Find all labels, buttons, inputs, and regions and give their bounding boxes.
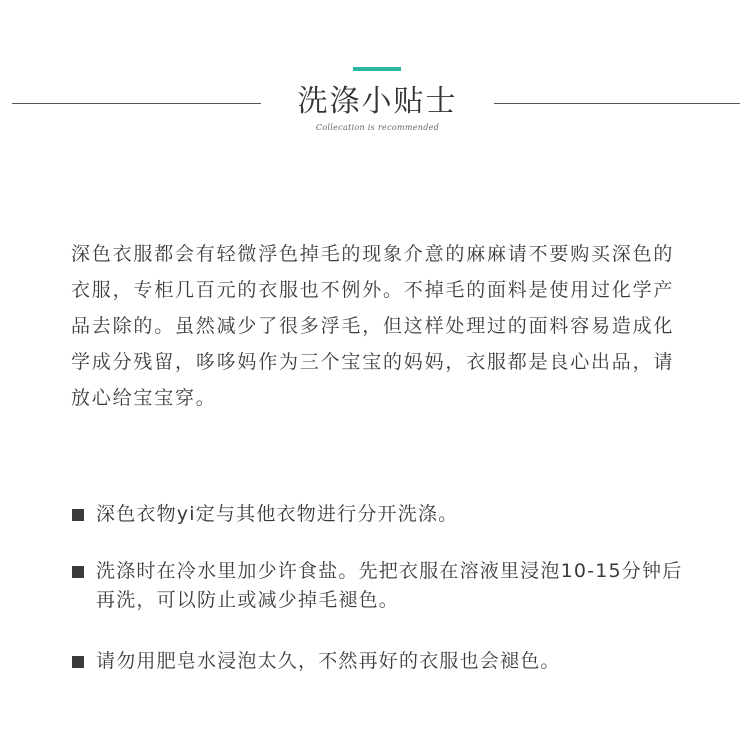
header-divider-right	[494, 103, 740, 104]
tip-item	[71, 557, 701, 615]
square-bullet-icon	[72, 656, 84, 668]
header-divider-left	[12, 103, 261, 104]
intro-paragraph: 深色衣服都会有轻微浮色掉毛的现象介意的麻麻请不要购买深色的衣服，专柜几百元的衣服也不例外。不掉毛的面料是使用过化学产品去除的。虽然减少了很多浮毛，但这样处理过的面料容易造成化学成分残留，哆哆妈作为三个宝宝的妈妈，衣服都是良心出品，请放心给宝宝穿。	[71, 243, 675, 409]
tip-item	[71, 647, 701, 676]
title-accent-bar	[353, 67, 401, 71]
square-bullet-icon	[72, 566, 84, 578]
page-subtitle: Collecation is recommended	[315, 123, 440, 132]
tip-text: 请勿用肥皂水浸泡太久，不然再好的衣服也会褪色。	[96, 650, 561, 672]
tip-item	[71, 500, 701, 529]
square-bullet-icon	[72, 509, 84, 521]
page-title: 洗涤小贴士	[297, 84, 458, 119]
tip-text: 深色衣物yi定与其他衣物进行分开洗涤。	[96, 503, 459, 525]
tips-list	[71, 500, 701, 676]
tip-text: 洗涤时在冷水里加少许食盐。先把衣服在溶液里浸泡10-15分钟后再洗，可以防止或减少掉毛褪色。	[96, 560, 683, 611]
